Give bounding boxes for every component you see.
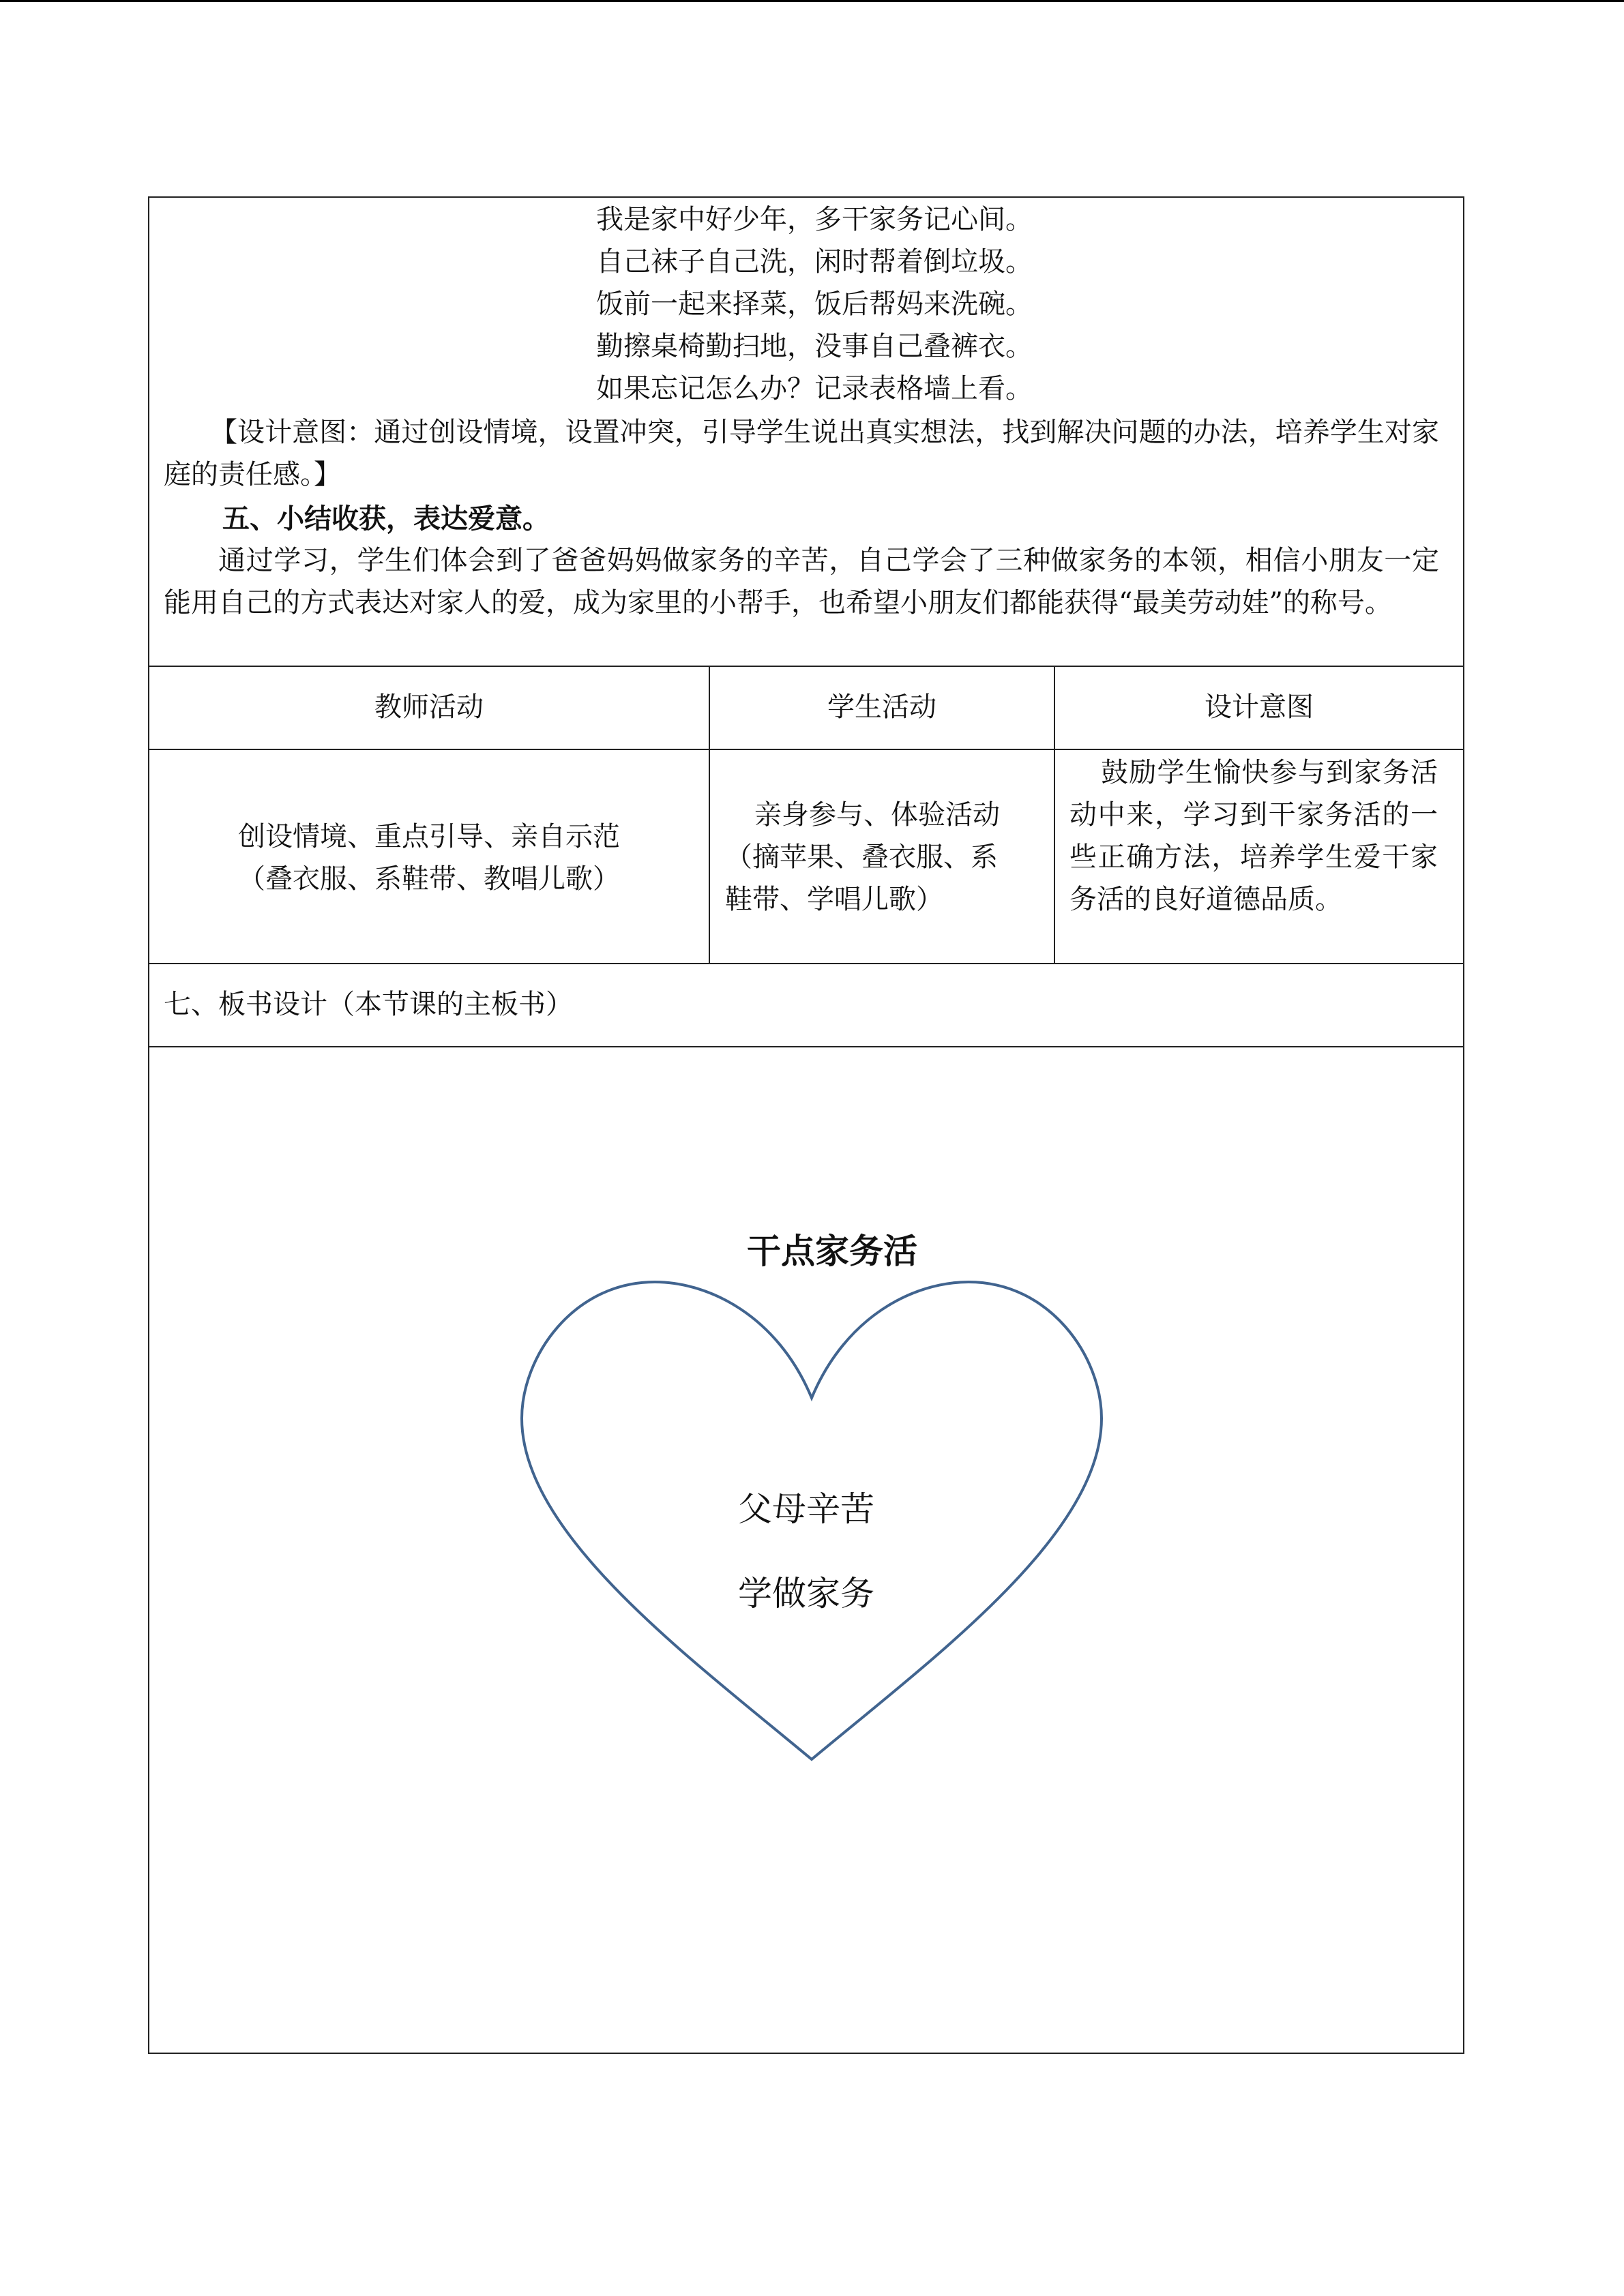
table-row-divider	[148, 1046, 1464, 1047]
board-design-label: 七、板书设计（本节课的主板书）	[164, 989, 573, 1020]
design-intent-note: 【设计意图：通过创设情境，设置冲突，引导学生说出真实想法，找到解决问题的办法，培养学生对家庭的责任感。】	[164, 417, 1439, 490]
header-teacher-activity: 教师活动	[374, 691, 484, 723]
poem-line: 饭前一起来择菜，饭后帮妈来洗碗。	[596, 288, 1033, 320]
student-activity-line: （摘苹果、叠衣服、系	[725, 841, 998, 873]
poem-line: 自己袜子自己洗，闲时帮着倒垃圾。	[596, 246, 1033, 278]
board-title: 干点家务活	[747, 1232, 917, 1271]
board-line-parents: 父母辛苦	[738, 1489, 874, 1529]
header-student-activity: 学生活动	[827, 691, 936, 723]
header-design-intent: 设计意图	[1205, 691, 1314, 723]
poem-line: 如果忘记怎么办？记录表格墙上看。	[596, 373, 1033, 404]
design-intent-cell: 鼓励学生愉快参与到家务活动中来，学习到干家务活的一些正确方法，培养学生爱干家务活的良好道德品质。	[1069, 757, 1438, 915]
section-five-heading: 五、小结收获，表达爱意。	[222, 503, 550, 535]
teacher-activity-line: （叠衣服、系鞋带、教唱儿歌）	[238, 863, 620, 895]
teacher-activity-line: 创设情境、重点引导、亲自示范	[238, 821, 620, 852]
page-top-rule	[0, 0, 1624, 2]
student-activity-line: 亲身参与、体验活动	[754, 799, 1000, 831]
board-line-housework: 学做家务	[738, 1574, 874, 1613]
poem-line: 我是家中好少年，多干家务记心间。	[596, 204, 1033, 235]
table-row-divider	[148, 963, 1464, 964]
table-row-divider	[148, 749, 1464, 750]
table-row-divider	[148, 666, 1464, 667]
student-activity-line: 鞋带、学唱儿歌）	[725, 884, 943, 915]
poem-line: 勤擦桌椅勤扫地，没事自己叠裤衣。	[596, 331, 1033, 362]
section-five-paragraph: 通过学习，学生们体会到了爸爸妈妈做家务的辛苦，自己学会了三种做家务的本领，相信小朋友一定能用自己的方式表达对家人的爱，成为家里的小帮手，也希望小朋友们都能获得“最美劳动娃”的称号。	[164, 545, 1439, 618]
